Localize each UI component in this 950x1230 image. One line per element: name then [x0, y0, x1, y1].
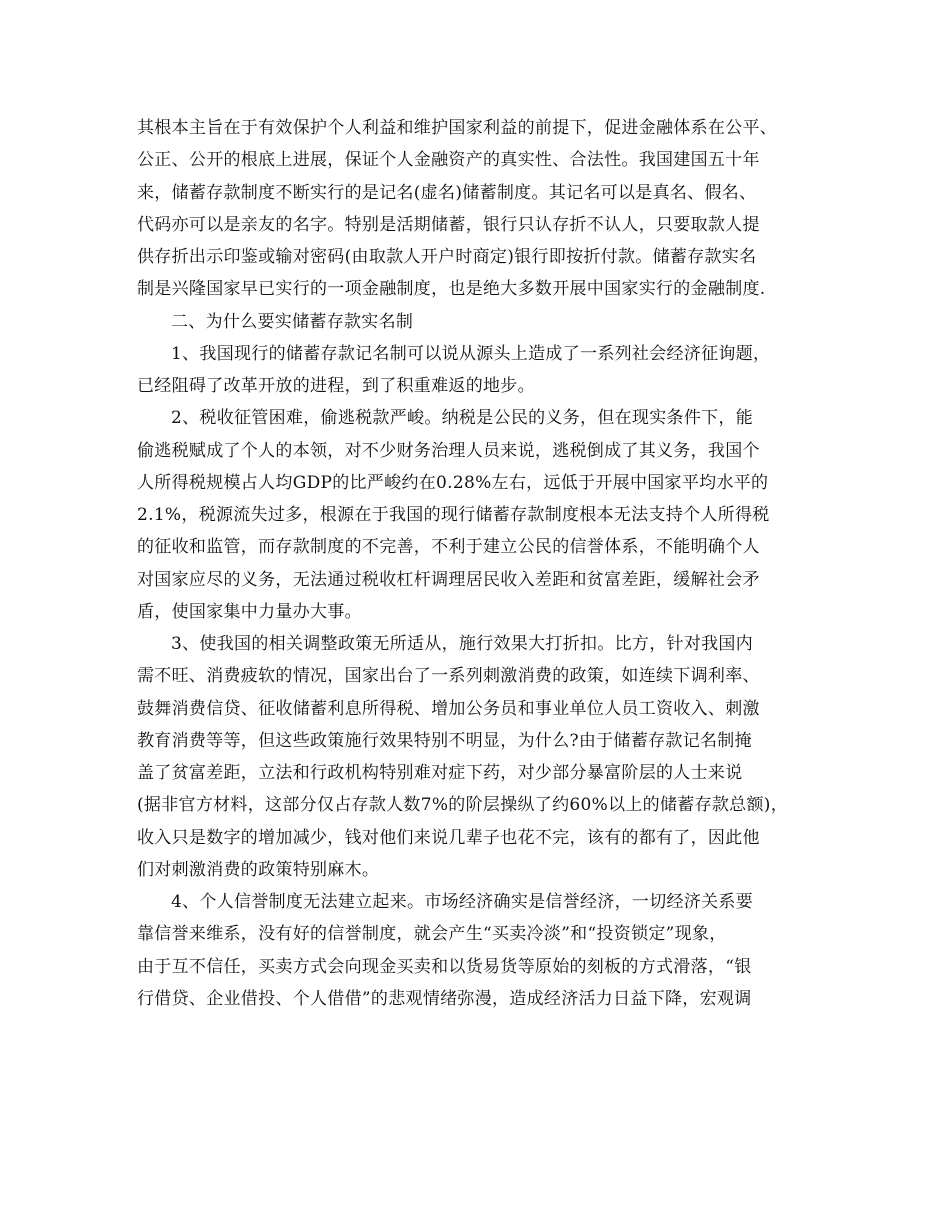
section-heading: 二、为什么要实储蓄存款实名制 — [171, 311, 414, 332]
text-line: 的征收和监管，而存款制度的不完善，不利于建立公民的信誉体系，不能明确个人 — [137, 537, 760, 558]
document-body — [137, 112, 837, 1015]
text-line: 靠信誉来维系，没有好的信誉制度，就会产生“买卖冷淡”和“投资锁定”现象， — [137, 924, 727, 945]
text-line: 收入只是数字的增加减少，钱对他们来说几辈子也花不完，该有的都有了，因此他 — [137, 827, 760, 848]
text-line: (据非官方材料，这部分仅占存款人数7%的阶层操纵了约60%以上的储蓄存款总额)， — [137, 795, 789, 816]
text-line: 们对刺激消费的政策特别麻木。 — [137, 859, 380, 880]
text-line: 行借贷、企业借投、个人借借”的悲观情绪弥漫，造成经济活力日益下降，宏观调 — [137, 988, 752, 1009]
text-line: 1、我国现行的储蓄存款记名制可以说从源头上造成了一系列社会经济征询题， — [171, 343, 771, 364]
text-line: 盾，使国家集中力量办大事。 — [137, 601, 362, 622]
text-line: 对国家应尽的义务，无法通过税收杠杆调理居民收入差距和贫富差距，缓解社会矛 — [137, 569, 760, 590]
text-line: 盖了贫富差距，立法和行政机构特别难对症下药，对少部分暴富阶层的人士来说 — [137, 763, 743, 783]
text-line: 鼓舞消费信贷、征收储蓄利息所得税、增加公务员和事业单位人员工资收入、刺激 — [137, 698, 760, 719]
text-line: 3、使我国的相关调整政策无所适从，施行效果大打折扣。比方，针对我国内 — [171, 634, 754, 654]
text-line: 教育消费等等，但这些政策施行效果特别不明显，为什么?由于储蓄存款记名制掩 — [137, 730, 752, 751]
text-line: 制是兴隆国家早已实行的一项金融制度，也是绝大多数开展中国家实行的金融制度. — [137, 279, 766, 300]
text-line: 代码亦可以是亲友的名字。特别是活期储蓄，银行只认存折不认人，只要取款人提 — [137, 214, 760, 235]
text-line: 2.1%，税源流失过多，根源在于我国的现行储蓄存款制度根本无法支持个人所得税 — [137, 505, 770, 525]
text-line: 偷逃税赋成了个人的本领，对不少财务治理人员来说，逃税倒成了其义务，我国个 — [137, 440, 760, 461]
text-line: 公正、公开的根底上进展，保证个人金融资产的真实性、合法性。我国建国五十年 — [137, 150, 760, 171]
text-line: 2、税收征管困难，偷逃税款严峻。纳税是公民的义务，但在现实条件下，能 — [171, 408, 754, 429]
text-line: 人所得税规模占人均GDP的比严峻约在0.28%左右，远低于开展中国家平均水平的 — [137, 472, 769, 493]
text-line: 4、个人信誉制度无法建立起来。市场经济确实是信誉经济，一切经济关系要 — [171, 892, 754, 912]
text-line: 其根本主旨在于有效保护个人利益和维护国家利益的前提下，促进金融体系在公平、 — [137, 118, 778, 138]
text-line: 已经阻碍了改革开放的进程，到了积重难返的地步。 — [137, 376, 535, 396]
text-line: 来，储蓄存款制度不断实行的是记名(虚名)储蓄制度。其记名可以是真名、假名、 — [137, 182, 757, 203]
text-line: 供存折出示印鉴或输对密码(由取款人开户时商定)银行即按折付款。储蓄存款实名 — [137, 247, 757, 267]
text-line: 需不旺、消费疲软的情况，国家出台了一系列刺激消费的政策，如连续下调利率、 — [137, 666, 760, 687]
text-line: 由于互不信任，买卖方式会向现金买卖和以货易货等原始的刻板的方式滑落，“银 — [137, 956, 752, 977]
